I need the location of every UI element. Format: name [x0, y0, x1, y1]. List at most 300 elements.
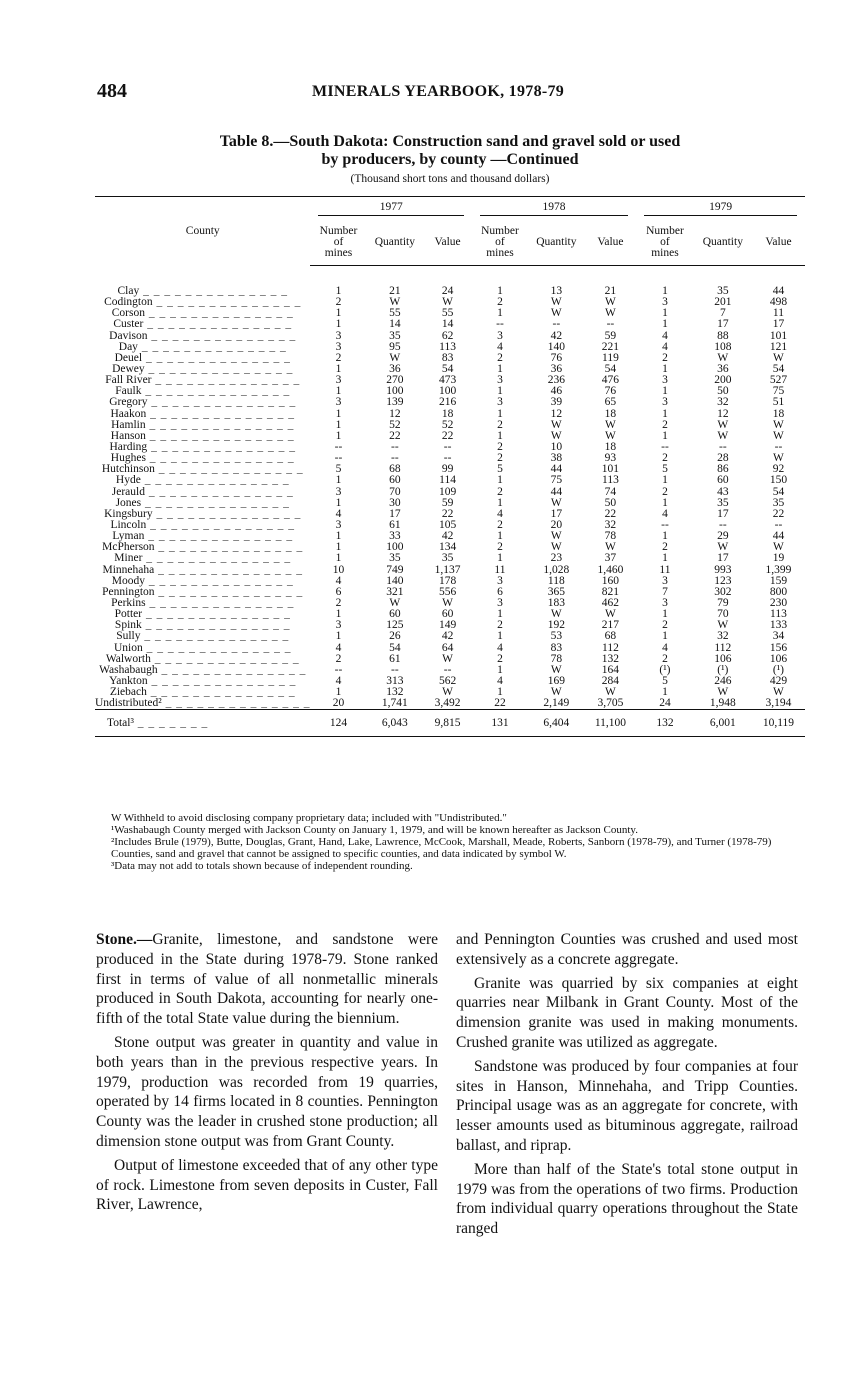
value-cell: 1,399 — [765, 563, 792, 576]
county-cell: Codington _ _ _ _ _ _ _ _ _ _ _ _ _ _ — [104, 297, 302, 309]
county-cell: Lyman _ _ _ _ _ _ _ _ _ _ _ _ _ _ — [112, 531, 294, 543]
value-cell: -- — [391, 663, 399, 676]
value-cell: 1 — [335, 407, 342, 420]
value-cell: 44 — [772, 285, 785, 298]
value-cell: -- — [661, 519, 669, 532]
value-cell: 4 — [335, 674, 342, 687]
value-cell: 221 — [601, 340, 620, 353]
value-cell: 2 — [497, 418, 503, 431]
value-cell: -- — [552, 318, 561, 331]
value-cell: W — [550, 530, 562, 543]
page-number: 484 — [97, 80, 127, 102]
value-cell: 36 — [717, 363, 729, 376]
value-cell: 61 — [389, 652, 401, 665]
quantity-column-header: Quantity — [694, 219, 752, 266]
table-row — [95, 553, 805, 564]
county-cell: Washabaugh _ _ _ _ _ _ _ _ _ _ _ _ _ _ — [99, 664, 307, 676]
value-cell: 2 — [497, 619, 503, 632]
value-cell: 46 — [550, 385, 563, 398]
value-cell: 22 — [389, 429, 401, 442]
value-cell: 42 — [550, 329, 563, 342]
value-cell: 55 — [441, 307, 454, 320]
value-cell: 22 — [604, 507, 617, 520]
value-cell: 1 — [497, 363, 503, 376]
value-cell: 1 — [497, 496, 503, 509]
value-cell: 3 — [335, 619, 342, 632]
value-cell: 100 — [386, 541, 404, 554]
value-cell: W — [550, 608, 562, 621]
value-cell: 32 — [604, 519, 617, 532]
value-cell: 4 — [662, 507, 668, 520]
value-column-header: Value — [423, 219, 472, 266]
value-column-header: Value — [585, 219, 636, 266]
value-cell: 74 — [604, 485, 617, 498]
value-cell: 35 — [717, 496, 729, 509]
value-cell: 2 — [497, 485, 503, 498]
value-cell: 11 — [494, 563, 506, 576]
value-cell: 1 — [662, 363, 668, 376]
value-cell: 4 — [662, 329, 668, 342]
value-cell: 1 — [335, 530, 342, 543]
value-cell: 3 — [497, 597, 503, 609]
value-cell: 3 — [335, 329, 342, 342]
value-cell: 118 — [547, 574, 565, 587]
value-cell: W — [604, 296, 616, 309]
value-cell: 68 — [389, 463, 401, 476]
value-cell: -- — [719, 519, 727, 532]
value-cell: 4 — [335, 507, 342, 520]
value-cell: 1 — [335, 385, 342, 398]
value-cell: 3 — [662, 396, 668, 409]
value-cell: (¹) — [772, 663, 785, 676]
value-cell: 2 — [497, 452, 503, 465]
value-cell: (¹) — [717, 663, 729, 676]
value-cell: 76 — [550, 351, 563, 364]
value-cell: 83 — [441, 351, 454, 364]
county-cell: Potter _ _ _ _ _ _ _ _ _ _ _ _ _ _ — [114, 609, 291, 621]
value-cell: 17 — [717, 507, 729, 520]
value-cell: 28 — [717, 452, 729, 465]
value-cell: 22 — [441, 507, 454, 520]
value-cell: 2 — [497, 441, 503, 454]
value-cell: 1 — [662, 552, 668, 565]
table-row — [95, 319, 805, 330]
value-cell: 159 — [769, 574, 788, 587]
value-cell: 4 — [497, 340, 503, 353]
county-cell: Kingsbury _ _ _ _ _ _ _ _ _ _ _ _ _ _ — [104, 508, 302, 520]
county-cell: Minnehaha _ _ _ _ _ _ _ _ _ _ _ _ _ _ — [102, 564, 303, 576]
value-cell: 44 — [550, 485, 563, 498]
value-cell: 17 — [717, 318, 729, 331]
value-cell: 12 — [389, 407, 401, 420]
value-cell: W — [717, 418, 729, 431]
value-cell: 139 — [386, 396, 404, 409]
value-cell: 62 — [441, 329, 454, 342]
value-cell: 3 — [497, 329, 503, 342]
county-cell: Hanson _ _ _ _ _ _ _ _ _ _ _ _ _ _ — [110, 430, 295, 442]
year-header-1978: 1978 — [472, 197, 636, 220]
value-cell: W — [550, 541, 562, 554]
value-cell: -- — [334, 441, 343, 454]
value-cell: W — [442, 597, 453, 609]
value-cell: 3 — [335, 485, 342, 498]
value-cell: 2 — [497, 652, 503, 665]
value-cell: 12 — [550, 407, 563, 420]
value-cell: W — [773, 452, 784, 465]
value-cell: 75 — [772, 385, 785, 398]
value-cell: 22 — [441, 429, 454, 442]
value-cell: 34 — [772, 630, 785, 643]
value-cell: 1 — [497, 307, 503, 320]
value-cell: 125 — [386, 619, 404, 632]
value-cell: 473 — [438, 374, 457, 387]
value-cell: 5 — [335, 463, 342, 476]
county-cell: Ziebach _ _ _ _ _ _ _ _ _ _ _ _ _ _ — [109, 687, 296, 699]
value-cell: W — [773, 429, 784, 442]
value-cell: 75 — [550, 474, 563, 487]
value-cell: 1 — [335, 630, 342, 643]
value-cell: 164 — [601, 663, 620, 676]
paragraph: Granite was quarried by six companies at eight quarries near Milbank in Grant County. Most of the dimension granite was used in making monuments. Crushed granite was utilized as aggregate. — [456, 974, 798, 1051]
value-cell: 217 — [601, 619, 620, 632]
value-cell: -- — [661, 441, 669, 454]
value-cell: 44 — [550, 463, 563, 476]
value-cell: -- — [334, 663, 343, 676]
value-cell: 3 — [335, 519, 342, 532]
value-cell: 54 — [441, 363, 454, 376]
value-cell: 156 — [769, 641, 788, 654]
value-cell: 132 — [386, 686, 404, 699]
total-cell: 10,119 — [752, 710, 805, 737]
value-cell: 21 — [389, 285, 401, 298]
value-cell: 64 — [441, 641, 454, 654]
total-cell: 6,001 — [694, 710, 752, 737]
value-cell: -- — [443, 441, 452, 454]
value-cell: 50 — [717, 385, 729, 398]
value-cell: 17 — [717, 552, 729, 565]
value-cell: 121 — [769, 340, 788, 353]
value-cell: W — [717, 351, 729, 364]
value-cell: 1,028 — [543, 563, 570, 576]
value-cell: 21 — [604, 285, 617, 298]
value-cell: 1 — [662, 285, 668, 298]
table-row — [95, 698, 805, 710]
value-cell: 3 — [497, 396, 503, 409]
value-cell: -- — [443, 663, 452, 676]
value-cell: 52 — [441, 418, 454, 431]
value-cell: 993 — [714, 563, 732, 576]
county-cell: Pennington _ _ _ _ _ _ _ _ _ _ _ _ _ _ — [102, 586, 304, 598]
value-cell: 88 — [717, 329, 729, 342]
value-cell: W — [442, 296, 453, 309]
mines-column-header: Number of mines — [310, 219, 366, 266]
value-cell: -- — [391, 452, 399, 465]
value-cell: 42 — [441, 630, 454, 643]
footnote-3: ³Data may not add to totals shown because of independent rounding. — [111, 860, 413, 872]
value-cell: 20 — [332, 697, 345, 710]
value-cell: 11 — [659, 563, 671, 576]
value-cell: 2 — [662, 452, 668, 465]
value-cell: 302 — [714, 585, 732, 598]
table-row — [95, 397, 805, 408]
value-cell: 2 — [662, 351, 668, 364]
value-cell: 60 — [441, 608, 454, 621]
value-cell: 1 — [497, 686, 503, 699]
value-cell: 1 — [335, 552, 342, 565]
value-cell: -- — [391, 441, 399, 454]
value-cell: 178 — [438, 574, 457, 587]
value-cell: 313 — [386, 674, 404, 687]
body-column-left — [96, 930, 438, 1219]
value-cell: 6 — [497, 585, 503, 598]
value-cell: 133 — [769, 619, 788, 632]
value-cell: 1 — [335, 429, 342, 442]
value-cell: 112 — [714, 641, 732, 654]
quantity-column-header: Quantity — [528, 219, 585, 266]
paragraph: Sandstone was produced by four companies at four sites in Hanson, Minnehaha, and Tripp Counties. Principal usage was as an aggregate for concrete, with lesser amounts used as bituminous aggregate, railroad ballast, and riprap. — [456, 1057, 798, 1154]
value-cell: 60 — [389, 474, 401, 487]
value-cell: 18 — [441, 407, 454, 420]
county-cell: Gregory _ _ _ _ _ _ _ _ _ _ _ _ _ _ — [109, 397, 297, 409]
value-cell: 3 — [497, 374, 503, 387]
value-cell: 17 — [772, 318, 785, 331]
footnote-w: W Withheld to avoid disclosing company proprietary data; included with "Undistributed." — [111, 812, 507, 824]
value-cell: 3,194 — [765, 697, 792, 710]
value-cell: 35 — [717, 285, 729, 298]
value-cell: 134 — [438, 541, 457, 554]
value-cell: W — [717, 686, 729, 699]
value-cell: 70 — [717, 608, 729, 621]
total-cell: 124 — [310, 710, 366, 737]
value-cell: 149 — [438, 619, 457, 632]
footnote-1: ¹Washabaugh County merged with Jackson County on January 1, 1979, and will be known hereafter as Jackson County. — [111, 824, 638, 836]
value-cell: 236 — [547, 374, 565, 387]
value-cell: 65 — [604, 396, 617, 409]
value-cell: 100 — [386, 385, 404, 398]
table-row — [95, 643, 805, 654]
value-cell: W — [550, 496, 562, 509]
value-cell: 2 — [662, 652, 668, 665]
county-cell: Walworth _ _ _ _ _ _ _ _ _ _ _ _ _ _ — [105, 653, 300, 665]
value-cell: 83 — [550, 641, 563, 654]
value-cell: 4 — [335, 574, 342, 587]
value-cell: 1 — [497, 552, 503, 565]
value-cell: 4 — [497, 674, 503, 687]
value-cell: 35 — [441, 552, 454, 565]
total-cell: 131 — [472, 710, 528, 737]
value-cell: 429 — [769, 674, 788, 687]
county-cell: Hutchinson _ _ _ _ _ _ _ _ _ _ _ _ _ _ — [101, 464, 304, 476]
value-cell: 1 — [497, 608, 503, 621]
total-cell: 9,815 — [423, 710, 472, 737]
value-cell: 1 — [497, 407, 503, 420]
value-cell: W — [773, 351, 784, 364]
running-head: MINERALS YEARBOOK, 1978-79 — [312, 83, 565, 100]
value-cell: 50 — [604, 496, 617, 509]
value-cell: W — [442, 652, 453, 665]
value-cell: W — [389, 296, 401, 309]
value-cell: 3 — [497, 574, 503, 587]
value-cell: 13 — [550, 285, 563, 298]
value-cell: 3 — [335, 396, 342, 409]
table-footnotes — [111, 812, 801, 872]
value-cell: 52 — [389, 418, 401, 431]
value-cell: 2 — [662, 619, 668, 632]
value-cell: -- — [774, 519, 783, 532]
value-cell: 44 — [772, 530, 785, 543]
value-cell: 6 — [335, 585, 342, 598]
table-title-line-2: by producers, by county —Continued — [321, 151, 579, 168]
value-cell: 3,492 — [434, 697, 461, 710]
value-cell: W — [717, 541, 729, 554]
year-header-1979: 1979 — [636, 197, 805, 220]
value-cell: W — [717, 429, 729, 442]
value-cell: 4 — [662, 340, 668, 353]
value-cell: 2 — [497, 519, 503, 532]
value-cell: W — [389, 597, 401, 609]
county-cell: Jerauld _ _ _ _ _ _ _ _ _ _ _ _ _ _ — [111, 486, 294, 498]
value-cell: 32 — [717, 630, 729, 643]
county-cell: Jones _ _ _ _ _ _ _ _ _ _ _ _ _ _ — [115, 497, 290, 509]
county-cell: Spink _ _ _ _ _ _ _ _ _ _ _ _ _ _ — [114, 620, 291, 632]
value-cell: 150 — [769, 474, 788, 487]
value-cell: W — [773, 418, 784, 431]
county-cell: Fall River _ _ _ _ _ _ _ _ _ _ _ _ _ _ — [105, 375, 301, 387]
value-cell: 92 — [772, 463, 785, 476]
year-header-1977: 1977 — [310, 197, 471, 220]
value-cell: -- — [719, 441, 727, 454]
value-cell: 749 — [386, 563, 404, 576]
value-cell: 113 — [770, 608, 787, 621]
value-cell: 78 — [604, 530, 617, 543]
value-cell: 20 — [550, 519, 563, 532]
paragraph: More than half of the State's total stone output in 1979 was from the operations of two firms. Production from individual quarry operations throughout the State ranged — [456, 1160, 798, 1238]
section-heading-stone: Stone.— — [96, 931, 153, 948]
value-cell: -- — [443, 452, 452, 465]
value-cell: 95 — [389, 340, 401, 353]
value-cell: 59 — [441, 496, 454, 509]
value-cell: 1 — [335, 418, 342, 431]
table-row — [95, 487, 805, 498]
table-row — [95, 475, 805, 486]
value-cell: 527 — [769, 374, 788, 387]
value-cell: 37 — [604, 552, 617, 565]
value-cell: 4 — [662, 641, 668, 654]
value-cell: 1 — [662, 407, 668, 420]
value-cell: 1 — [662, 496, 668, 509]
table-title — [95, 133, 805, 169]
value-cell: 33 — [389, 530, 401, 543]
value-cell: W — [550, 429, 562, 442]
value-cell: 51 — [772, 396, 785, 409]
value-cell: 2 — [335, 296, 342, 309]
value-cell: 1 — [662, 530, 668, 543]
value-cell: 2 — [497, 296, 503, 309]
value-cell: 3 — [662, 374, 668, 387]
value-cell: 17 — [550, 507, 563, 520]
value-cell: -- — [606, 318, 615, 331]
value-cell: 23 — [550, 552, 563, 565]
value-cell: 2 — [662, 541, 668, 554]
value-cell: 140 — [386, 574, 404, 587]
value-cell: W — [389, 351, 401, 364]
county-cell: Faulk _ _ _ _ _ _ _ _ _ _ _ _ _ _ — [115, 386, 291, 398]
value-cell: 38 — [550, 452, 563, 465]
value-cell: 35 — [389, 552, 401, 565]
value-cell: 169 — [547, 674, 565, 687]
value-cell: 7 — [662, 585, 668, 598]
value-cell: 3,705 — [597, 697, 624, 710]
value-cell: W — [550, 418, 562, 431]
value-cell: 1 — [497, 530, 503, 543]
value-cell: 246 — [714, 674, 732, 687]
value-cell: W — [604, 307, 616, 320]
mines-column-header: Number of mines — [472, 219, 528, 266]
value-cell: 106 — [769, 652, 788, 665]
quantity-column-header: Quantity — [367, 219, 424, 266]
value-cell: W — [604, 541, 616, 554]
value-cell: 1 — [335, 608, 342, 621]
county-cell: Haakon _ _ _ _ _ _ _ _ _ _ _ _ _ _ — [110, 408, 295, 420]
value-cell: 1 — [662, 608, 668, 621]
value-cell: 1 — [662, 318, 668, 331]
value-cell: 3 — [335, 374, 342, 387]
county-cell: Hughes _ _ _ _ _ _ _ _ _ _ _ _ _ _ — [110, 453, 295, 465]
value-cell: 24 — [659, 697, 671, 710]
value-cell: 78 — [550, 652, 563, 665]
table-subtitle: (Thousand short tons and thousand dollars) — [350, 173, 550, 185]
value-cell: 18 — [604, 407, 617, 420]
value-cell: 61 — [389, 519, 401, 532]
value-cell: 14 — [441, 318, 454, 331]
value-cell: 22 — [772, 507, 785, 520]
value-cell: 2,149 — [543, 697, 570, 710]
value-cell: 93 — [604, 452, 617, 465]
value-cell: 3 — [335, 340, 342, 353]
value-cell: W — [550, 296, 562, 309]
value-cell: 498 — [769, 296, 788, 309]
value-cell: 2 — [662, 485, 668, 498]
value-cell: 79 — [717, 597, 729, 609]
value-cell: 22 — [494, 697, 506, 710]
value-cell: 119 — [602, 351, 619, 364]
value-cell: 4 — [497, 641, 503, 654]
value-column-header: Value — [752, 219, 805, 266]
value-cell: 1 — [335, 307, 342, 320]
value-cell: 1 — [335, 541, 342, 554]
value-cell: 35 — [389, 329, 401, 342]
value-cell: 1,741 — [381, 697, 408, 710]
county-cell: Custer _ _ _ _ _ _ _ _ _ _ _ _ _ _ — [113, 319, 293, 331]
table-row — [95, 565, 805, 576]
value-cell: 112 — [602, 641, 619, 654]
value-cell: 2 — [335, 652, 342, 665]
footnote-2: ²Includes Brule (1979), Butte, Douglas, Grant, Hand, Lake, Lawrence, McCook, Marshall, Meade, Roberts, Sanborn (1978-79), and Turner (1978-79) Counties, sand and gravel that cannot be assigned to specific counties, and data indicated by symbol W. — [111, 836, 772, 860]
value-cell: 106 — [714, 652, 732, 665]
value-cell: 12 — [717, 407, 729, 420]
value-cell: -- — [334, 452, 343, 465]
value-cell: 1 — [662, 630, 668, 643]
value-cell: 556 — [438, 585, 457, 598]
value-cell: 5 — [662, 674, 668, 687]
value-cell: 1 — [335, 474, 342, 487]
value-cell: 123 — [714, 574, 732, 587]
value-cell: 109 — [438, 485, 457, 498]
county-cell: Harding _ _ _ _ _ _ _ _ _ _ _ _ _ _ — [109, 441, 296, 454]
value-cell: 14 — [389, 318, 401, 331]
value-cell: 7 — [719, 307, 726, 320]
value-cell: 11 — [772, 307, 784, 320]
